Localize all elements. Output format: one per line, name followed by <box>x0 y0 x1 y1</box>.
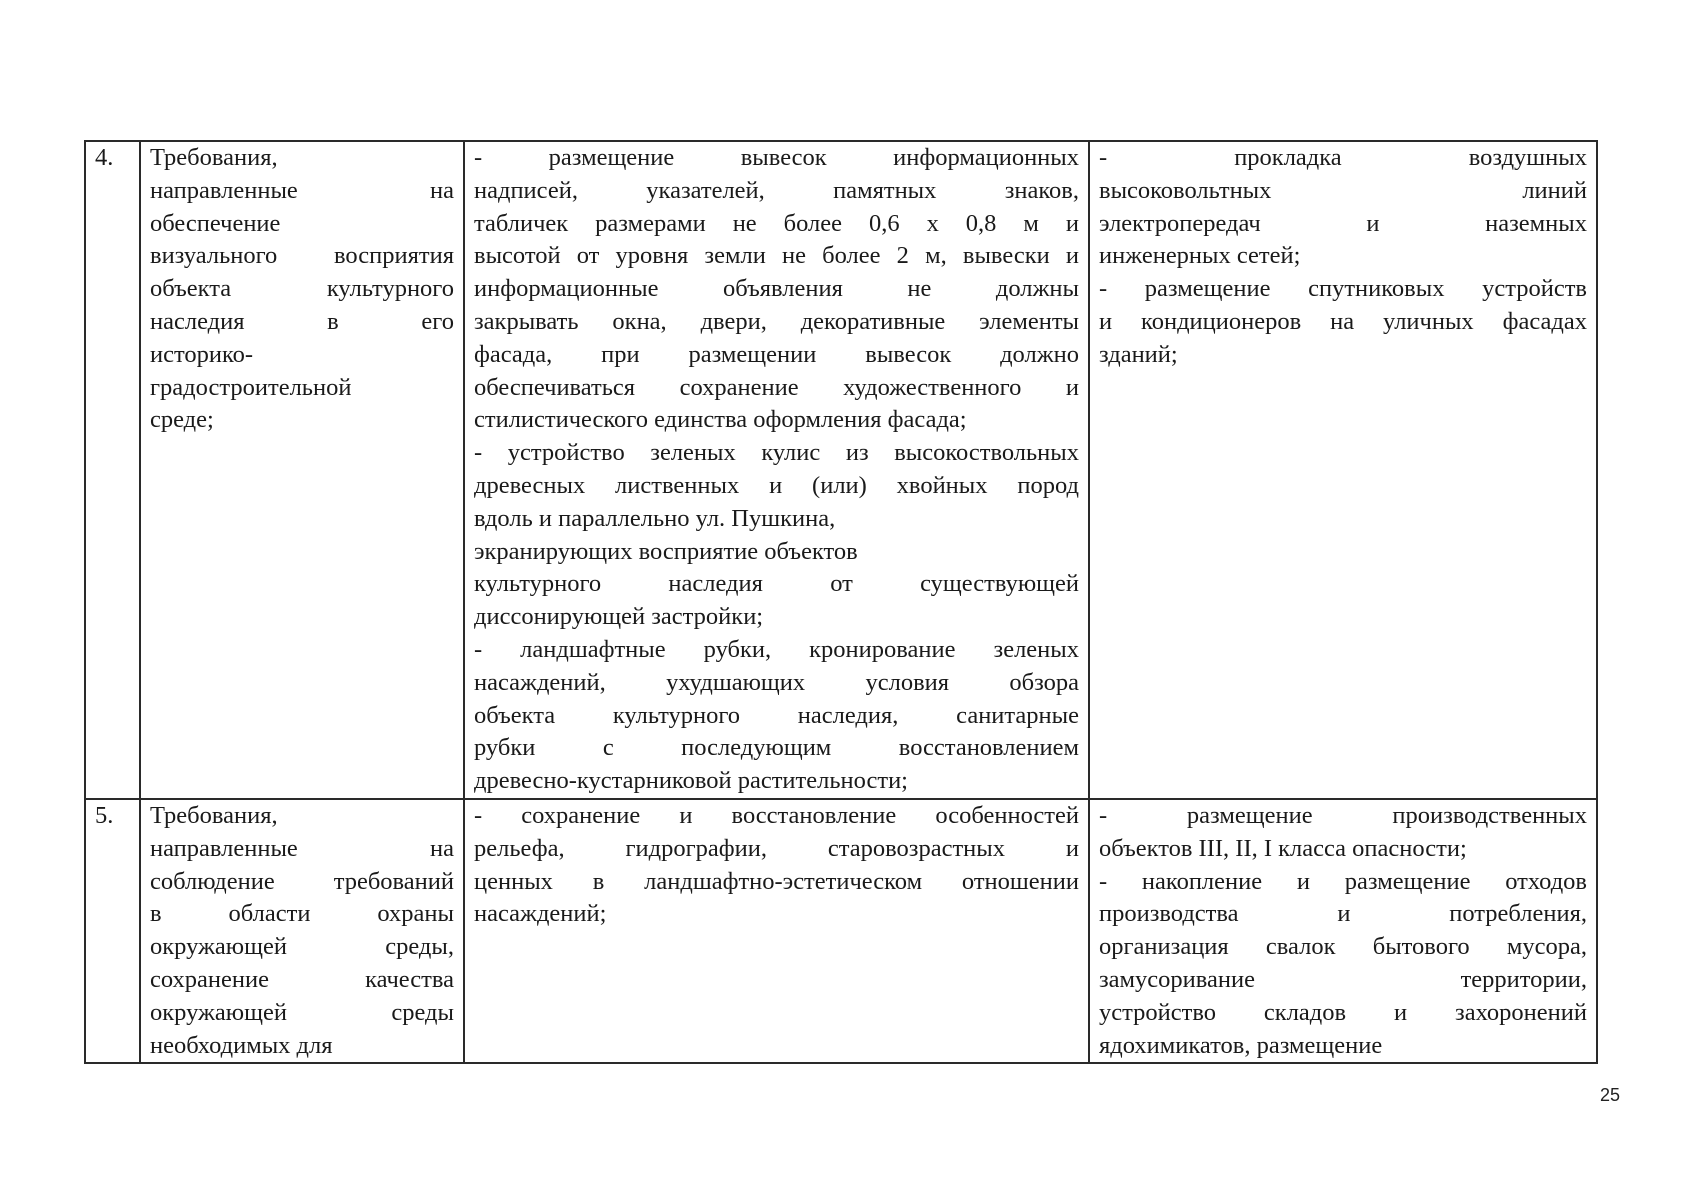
text-line: высоковольтных линий <box>1099 176 1587 204</box>
text-line: стилистического единства оформления фасада; <box>474 406 967 434</box>
text-line: электропередач и наземных <box>1099 209 1587 237</box>
allowed-cell <box>464 799 1089 1063</box>
text-line: древесно-кустарниковой растительности; <box>474 767 908 795</box>
text-line: - размещение спутниковых устройств <box>1099 275 1587 303</box>
text-line: организация свалок бытового мусора, <box>1099 933 1587 961</box>
text-line: направленные на <box>150 176 454 204</box>
text-line: окружающей среды <box>150 998 454 1026</box>
text-line: обеспечение <box>150 209 281 237</box>
text-line: - сохранение и восстановление особенностей <box>474 801 1079 829</box>
text-line: ценных в ландшафтно-эстетическом отношении <box>474 867 1079 895</box>
text-line: рельефа, гидрографии, старовозрастных и <box>474 834 1079 862</box>
row-number: 4. <box>95 144 114 171</box>
allowed-cell <box>464 141 1089 799</box>
text-line: в области охраны <box>150 900 454 928</box>
text-line: - размещение производственных <box>1099 801 1587 829</box>
text-line: производства и потребления, <box>1099 900 1587 928</box>
text-line: историко- <box>150 340 254 368</box>
requirement-cell <box>140 141 464 799</box>
row-number-cell <box>85 141 140 799</box>
row-number: 5. <box>95 801 114 829</box>
text-line: рубки с последующим восстановлением <box>474 734 1079 762</box>
text-line: насаждений; <box>474 900 607 928</box>
text-line: древесных лиственных и (или) хвойных пород <box>474 471 1079 499</box>
text-line: Требования, <box>150 144 278 171</box>
text-line: устройство складов и захоронений <box>1099 998 1587 1026</box>
text-line: направленные на <box>150 834 454 862</box>
text-line: - размещение вывесок информационных <box>474 144 1079 171</box>
prohibited-cell <box>1089 799 1597 1063</box>
text-line: информационные объявления не должны <box>474 275 1079 303</box>
text-line: - прокладка воздушных <box>1099 144 1587 171</box>
text-line: насаждений, ухудшающих условия обзора <box>474 668 1079 696</box>
text-line: окружающей среды, <box>150 933 454 961</box>
text-line: необходимых для <box>150 1031 333 1059</box>
text-line: надписей, указателей, памятных знаков, <box>474 176 1079 204</box>
text-line: Требования, <box>150 801 278 829</box>
prohibited-cell <box>1089 141 1597 799</box>
text-line: высотой от уровня земли не более 2 м, вывески и <box>474 242 1079 270</box>
text-line: объектов III, II, I класса опасности; <box>1099 834 1467 862</box>
text-line: объекта культурного наследия, санитарные <box>474 701 1079 729</box>
page-number: 25 <box>1600 1085 1621 1105</box>
text-line: замусоривание территории, <box>1099 965 1587 993</box>
text-line: вдоль и параллельно ул. Пушкина, <box>474 504 836 532</box>
text-line: - ландшафтные рубки, кронирование зеленых <box>474 635 1079 663</box>
row-number-cell <box>85 799 140 1063</box>
text-line: фасада, при размещении вывесок должно <box>474 340 1079 368</box>
text-line: диссонирующей застройки; <box>474 603 764 631</box>
table-row <box>85 799 1597 1063</box>
requirements-table <box>84 140 1598 1064</box>
text-line: соблюдение требований <box>150 867 454 895</box>
text-line: сохранение качества <box>150 965 454 993</box>
text-line: экранирующих восприятие объектов <box>474 537 858 565</box>
text-line: культурного наследия от существующей <box>474 570 1079 598</box>
text-line: обеспечиваться сохранение художественного и <box>474 373 1079 401</box>
text-line: объекта культурного <box>150 275 454 303</box>
text-line: и кондиционеров на уличных фасадах <box>1099 307 1587 335</box>
text-line: ядохимикатов, размещение <box>1099 1031 1383 1059</box>
text-line: закрывать окна, двери, декоративные элементы <box>474 307 1079 335</box>
requirement-cell <box>140 799 464 1063</box>
text-line: табличек размерами не более 0,6 х 0,8 м и <box>474 209 1079 237</box>
text-line: градостроительной <box>150 373 352 401</box>
text-line: - накопление и размещение отходов <box>1099 867 1587 895</box>
text-line: наследия в его <box>150 307 454 335</box>
text-line: зданий; <box>1099 340 1178 368</box>
text-line: инженерных сетей; <box>1099 242 1301 270</box>
text-line: среде; <box>150 406 214 434</box>
table-row <box>85 141 1597 799</box>
text-line: визуального восприятия <box>150 242 454 270</box>
text-line: - устройство зеленых кулис из высокоствольных <box>474 439 1079 467</box>
